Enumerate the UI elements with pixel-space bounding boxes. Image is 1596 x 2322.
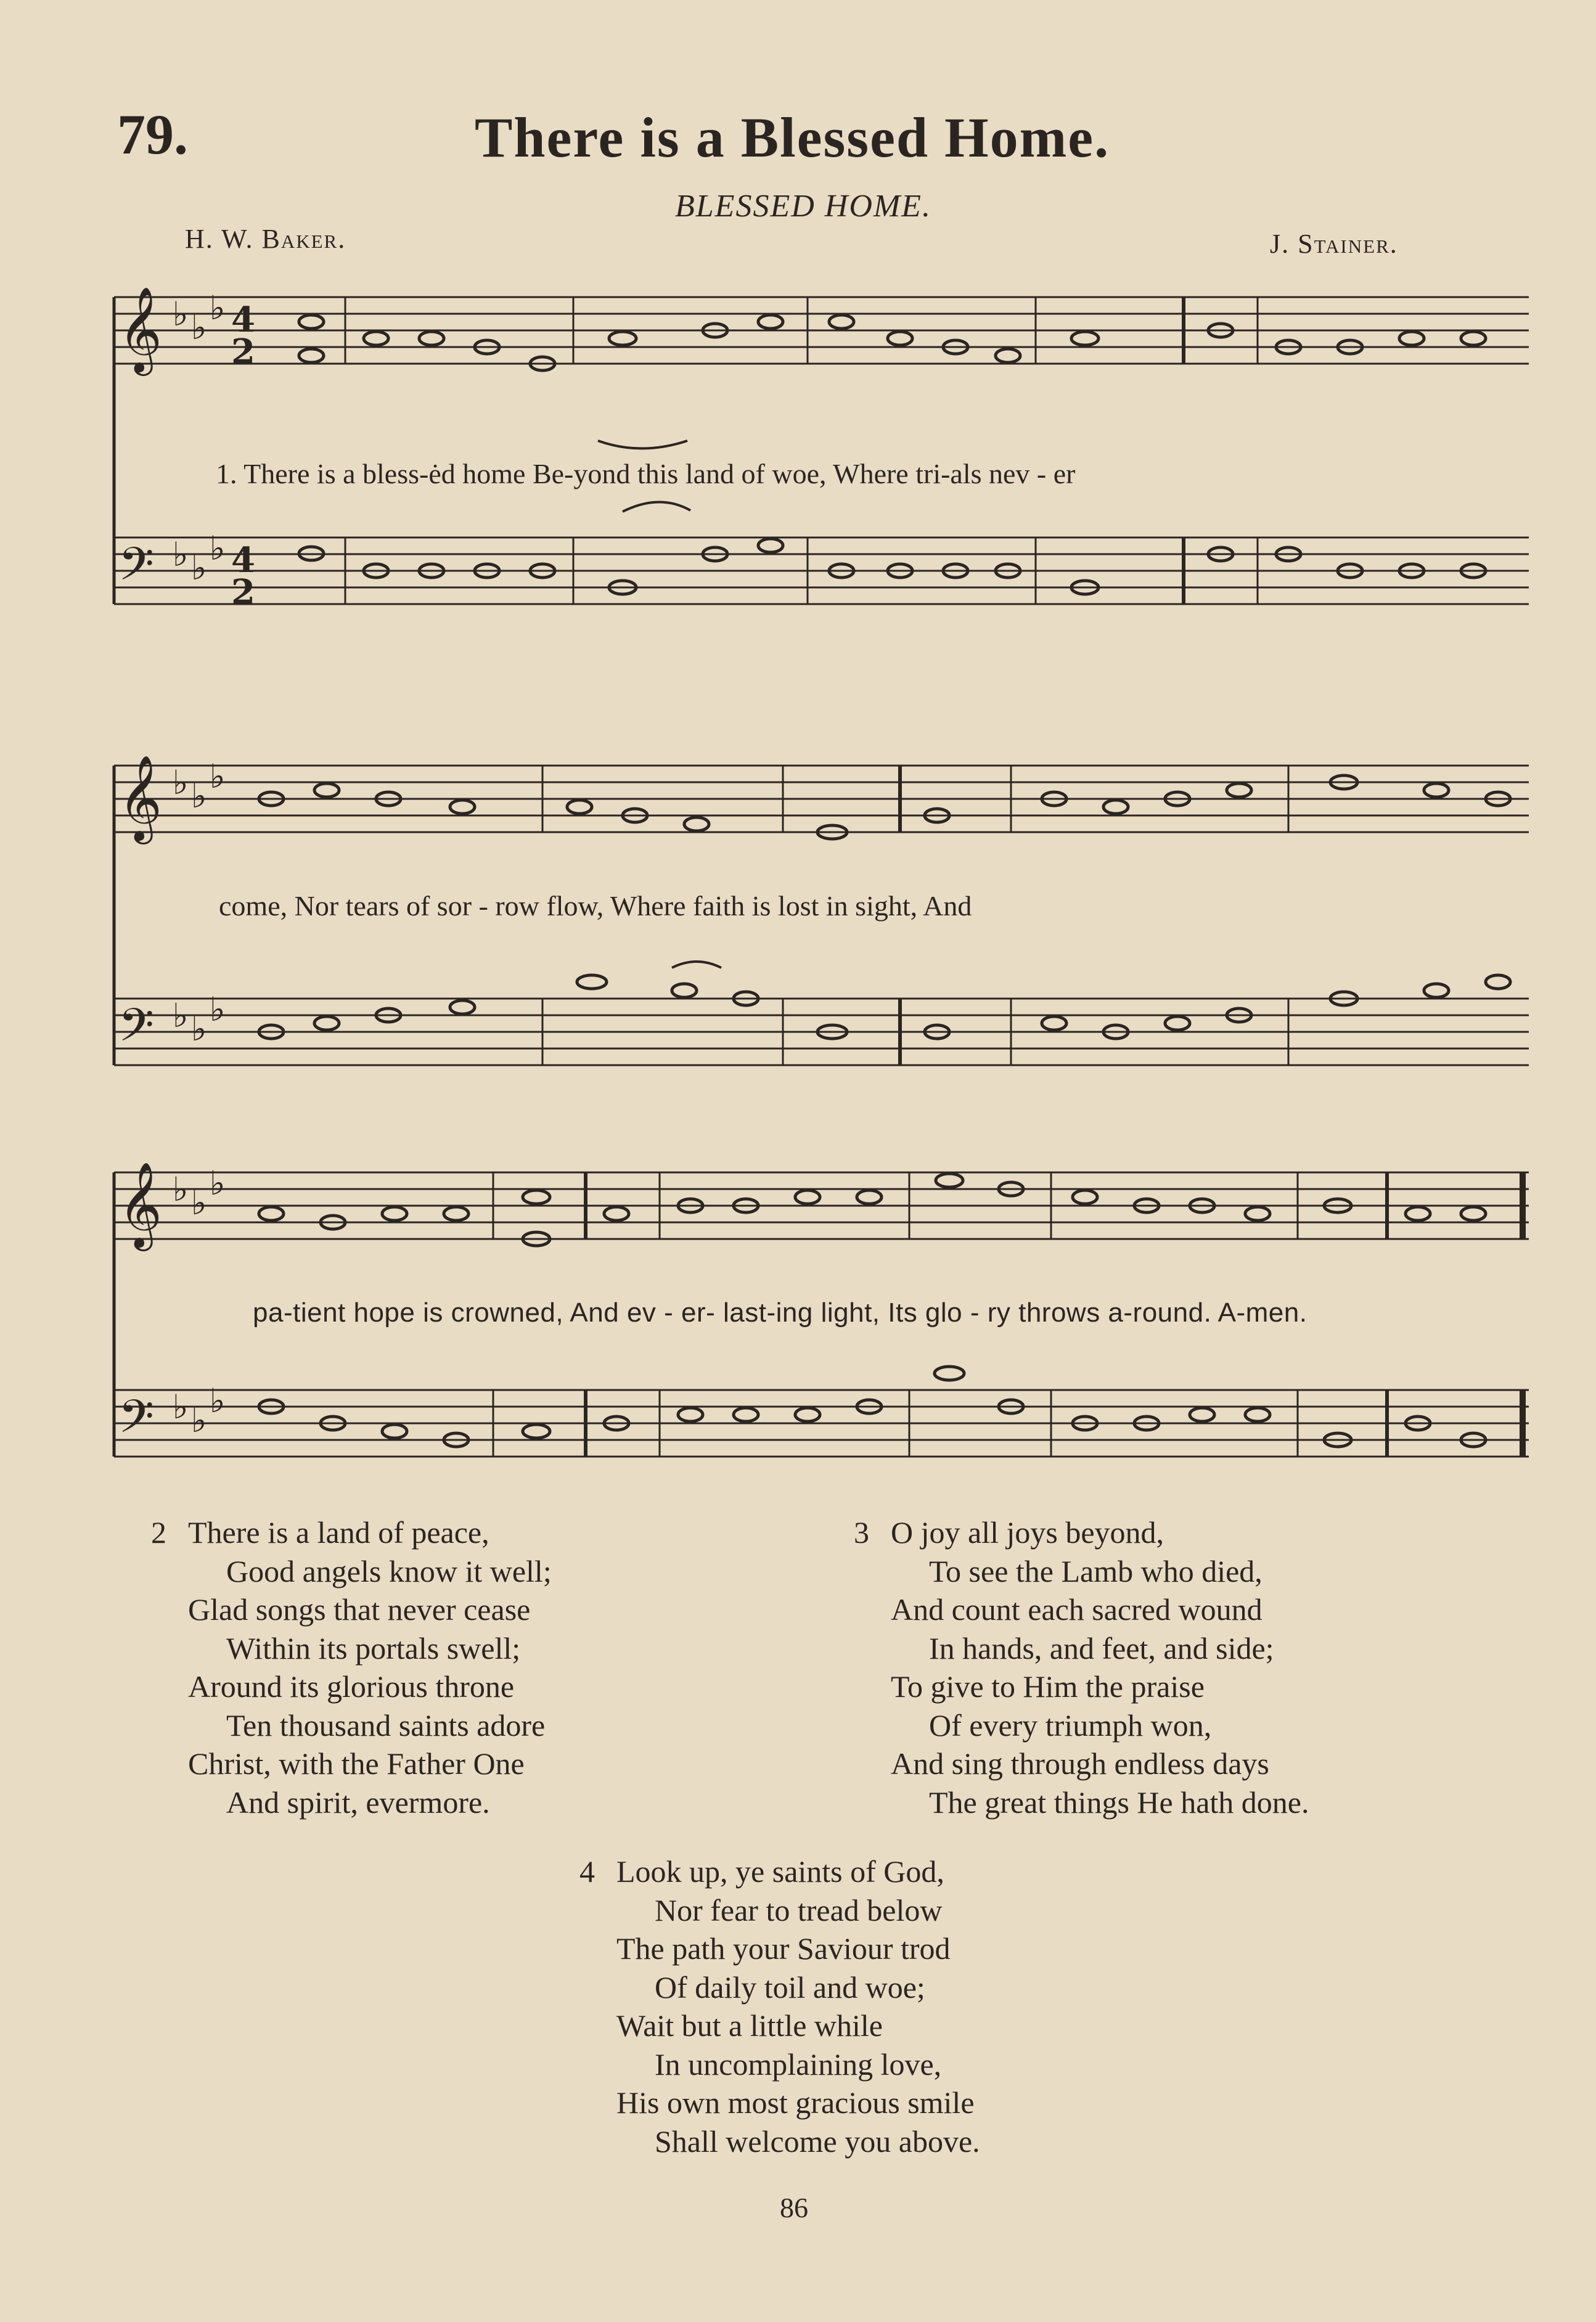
svg-text:♭: ♭ [173,763,189,802]
svg-text:𝄢: 𝄢 [118,1390,154,1455]
stanza-line: The path your Saviour trod [616,1931,951,1966]
stanza-line: Glad songs that never cease [188,1592,531,1627]
svg-text:4: 4 [231,300,255,340]
svg-text:♭: ♭ [210,757,226,796]
stanza-3 [854,1513,1309,1821]
tune-name: BLESSED HOME. [675,189,931,224]
stanza-line: And spirit, evermore. [226,1784,490,1820]
hymn-number: 79. [117,103,188,166]
stanza-line: And count each sacred wound [891,1592,1262,1627]
stanza-line: Within its portals swell; [226,1630,521,1666]
svg-text:♭: ♭ [210,1381,226,1420]
svg-text:♭: ♭ [210,1164,226,1203]
svg-text:𝄞: 𝄞 [118,1162,162,1248]
svg-text:♭: ♭ [191,549,207,587]
svg-text:♭: ♭ [173,996,189,1035]
page-number: 86 [780,2192,808,2223]
svg-text:♭: ♭ [191,1010,207,1049]
lyrics-line-2: come, Nor tears of sor - row flow, Where faith is lost in sight, And [219,890,972,922]
stanza-line: Around its glorious throne [188,1669,515,1704]
svg-text:♭: ♭ [210,990,226,1029]
stanza-line: Shall welcome you above. [655,2124,980,2159]
stanza-line: The great things He hath done. [929,1784,1309,1820]
svg-text:2: 2 [231,332,255,372]
stanza-line: There is a land of peace, [188,1515,489,1550]
svg-text:♭: ♭ [191,1401,207,1440]
svg-text:♭: ♭ [210,288,226,327]
svg-text:4: 4 [231,540,255,581]
svg-text:𝄢: 𝄢 [118,538,154,602]
svg-text:♭: ♭ [191,308,207,347]
svg-text:2: 2 [231,572,255,613]
svg-text:♭: ♭ [191,777,207,816]
svg-text:♭: ♭ [173,1170,189,1209]
stanza-number: 2 [151,1515,166,1550]
words-credit: H. W. Baker. [185,224,346,254]
stanza-line: Look up, ye saints of God, [616,1854,944,1889]
stanza-line: To give to Him the praise [891,1669,1205,1704]
stanza-line: Wait but a little while [616,2008,883,2043]
svg-text:♭: ♭ [173,295,189,333]
stanza-line: Of every triumph won, [929,1707,1212,1743]
stanza-line: Nor fear to tread below [655,1892,943,1928]
stanza-line: In hands, and feet, and side; [929,1630,1274,1666]
music-credit: J. Stainer. [1270,229,1398,259]
svg-text:𝄢: 𝄢 [118,999,154,1063]
svg-text:𝄞: 𝄞 [118,287,162,372]
svg-text:𝄞: 𝄞 [118,755,162,841]
lyrics-line-3: pa-tient hope is crowned, And ev - er- last-ing light, Its glo - ry throws a-round. A-men. [253,1298,1307,1328]
stanza-line: To see the Lamb who died, [929,1553,1262,1588]
hymn-title: There is a Blessed Home. [475,106,1110,169]
stanza-number: 3 [854,1515,869,1550]
svg-text:♭: ♭ [173,535,189,574]
stanza-line: His own most gracious smile [616,2085,975,2120]
svg-text:♭: ♭ [191,1183,207,1222]
svg-text:♭: ♭ [210,529,226,568]
stanza-2 [151,1513,552,1821]
stanza-line: In uncomplaining love, [655,2046,942,2082]
stanza-line: Of daily toil and woe; [655,1969,925,2005]
lyrics-line-1: 1. There is a bless-ėd home Be-yond this land of woe, Where tri-als nev - er [216,458,1076,489]
stanza-line: Ten thousand saints adore [226,1707,546,1743]
stanza-line: And sing through endless days [891,1746,1269,1781]
stanza-line: Christ, with the Father One [188,1746,525,1781]
stanza-line: O joy all joys beyond, [891,1515,1164,1550]
stanza-line: Good angels know it well; [226,1553,552,1588]
svg-text:♭: ♭ [173,1388,189,1426]
stanza-4 [579,1852,980,2161]
stanza-number: 4 [579,1854,595,1889]
